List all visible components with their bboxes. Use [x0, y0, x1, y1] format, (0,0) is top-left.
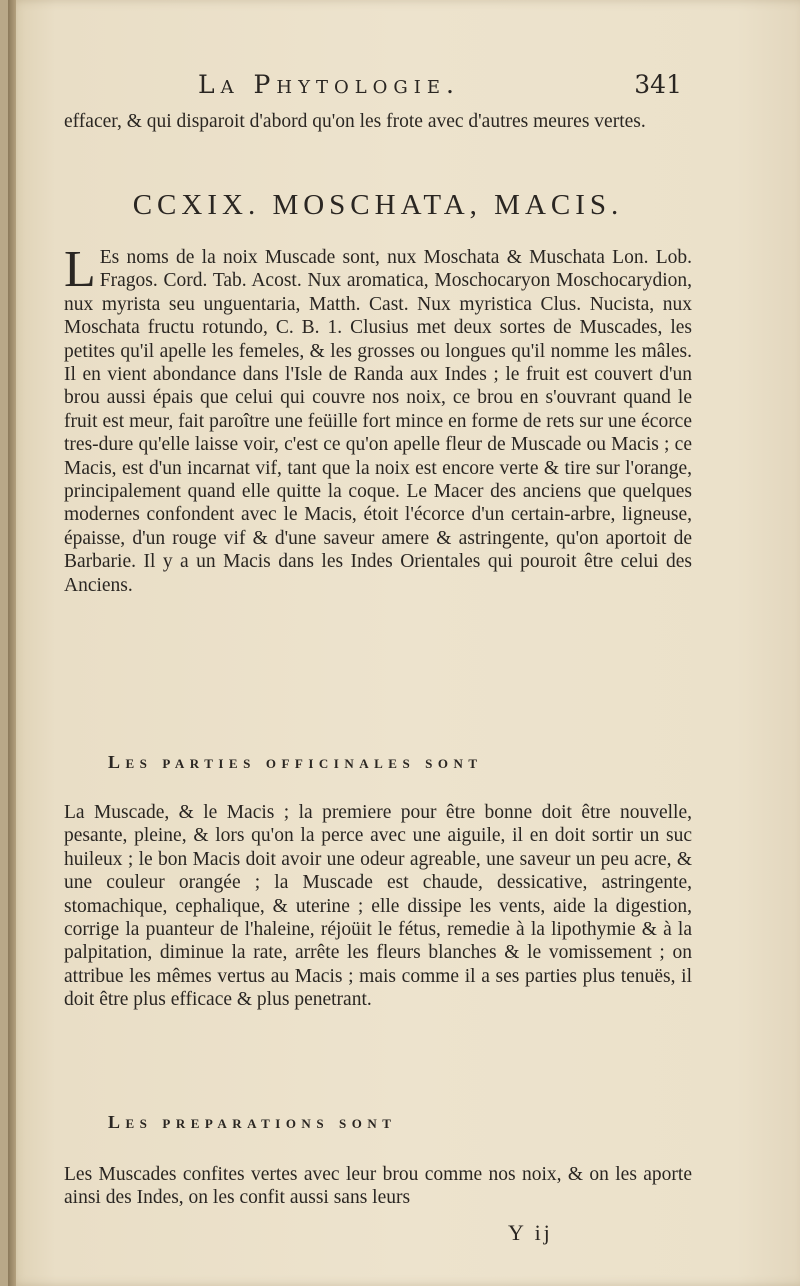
paragraph-preparations: Les Muscades confites vertes avec leur brou comme nos noix, & on les aporte ainsi des Indes, on les confit aussi sans leurs	[64, 1164, 692, 1209]
signature-mark: Y ij	[508, 1220, 553, 1245]
page-number: 341	[634, 70, 682, 99]
paragraph-names	[64, 241, 692, 597]
running-head	[8, 70, 800, 106]
subheading-officinal-parts: Les parties officinales sont	[108, 752, 483, 772]
continuation-text: effacer, & qui disparoit d'abord qu'on les frote avec d'autres meures vertes.	[64, 111, 646, 132]
page-gutter-edge	[8, 0, 16, 1286]
paragraph-officinal-parts: La Muscade, & le Macis ; la premiere pour être bonne doit être nouvelle, pesante, pleine, & lors qu'on la perce avec une aiguile, il en doit sortir un suc huileux ; le bon Macis doit avoir une odeur agreable, une saveur un peu acre, & une couleur orangée ; la Muscade est chaude, dessicative, astringente, stomachique, cephalique, & uterine ; elle dissipe les vents, aide la digestion, corrige la puanteur de l'haleine, réjoüit le fétus, remedie à la lipothymie & à la palpitation, diminue la rate, arrête les fleurs blanches & le vomissement ; on attribue les mêmes vertus au Macis ; mais comme il a ses parties plus tenuës, il doit être plus efficace & plus penetrant.	[64, 802, 692, 1011]
section-heading: CCXIX. MOSCHATA, MACIS.	[132, 189, 624, 221]
paragraph-names-text: Es noms de la noix Muscade sont, nux Moschata & Muschata Lon. Lob. Fragos. Cord. Tab. Acost. Nux aromatica, Moschocaryon Moschocarydion, nux myrista seu unguentaria, Matth. Cast. Nux myristica Clus. Nucista, nux Moschata fructu rotundo, C. B. 1. Clusius met deux sortes de Muscades, les petites qu'il apelle les femeles, & les grosses ou longues qu'il nomme les mâles. Il en vient abondance dans l'Isle de Randa aux Indes ; le fruit est couvert d'un brou aussi épais que celui qui couvre nos noix, ce brou en s'ouvrant quand le fruit est meur, fait paroître une feüille fort mince en forme de rets sur une écorce tres-dure qu'elle laisse voir, c'est ce qu'on apelle fleur de Muscade ou Macis ; ce Macis, est d'un incarnat vif, tant que la noix est encore verte & tire sur l'orange, principalement quand elle quitte la coque. Le Macer des anciens que quelques modernes confondent avec le Macis, étoit l'écorce d'un certain-arbre, ligneuse, épaisse, d'un rouge vif & d'une saveur amere & astringente, qu'on aportoit de Barbarie. Il y a un Macis dans les Indes Orientales qui pouroit être celui des Anciens.	[64, 247, 692, 596]
running-title: La Phytologie.	[198, 70, 460, 99]
book-page	[8, 0, 800, 1286]
drop-cap: L	[64, 241, 96, 298]
subheading-preparations: Les preparations sont	[108, 1112, 397, 1132]
